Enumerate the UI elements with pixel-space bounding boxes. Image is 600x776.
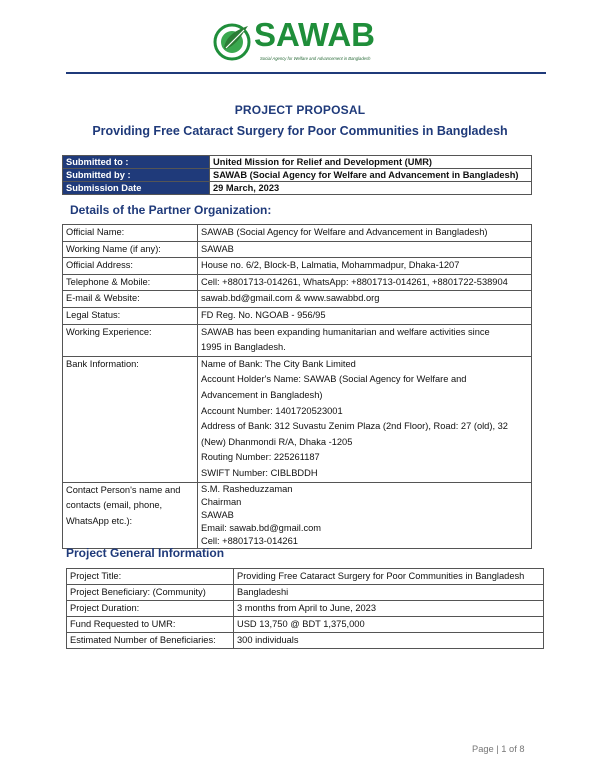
cell-line: Contact Person's name and: [66, 484, 181, 495]
cell-line: sawab.bd@gmail.com & www.sawabbd.org: [201, 293, 380, 304]
cell-line: contacts (email, phone,: [66, 500, 163, 511]
cell-line: WhatsApp etc.):: [66, 515, 133, 526]
table-row: [67, 633, 544, 649]
cell-line: SAWAB: [201, 243, 234, 254]
telephone-value: [198, 274, 532, 291]
project-title-label: Project Title:: [67, 569, 234, 585]
working-experience-label: Working Experience:: [63, 324, 198, 356]
cell-line: Account Number: 1401720523001: [201, 405, 343, 416]
fund-requested-label: Fund Requested to UMR:: [67, 617, 234, 633]
official-address-label: Official Address:: [63, 258, 198, 275]
header-divider: [66, 72, 546, 74]
submitted-to-value: United Mission for Relief and Development (UMR): [210, 156, 532, 169]
page-number: Page | 1 of 8: [472, 744, 525, 754]
project-beneficiary-value: Bangladeshi: [234, 585, 544, 601]
contact-person-label: [63, 482, 198, 548]
partner-table: [62, 224, 532, 549]
legal-status-value: [198, 307, 532, 324]
cell-line: Cell: +8801713-014261, WhatsApp: +8801713-014261, +8801722-538904: [201, 276, 508, 287]
email-website-value: [198, 291, 532, 308]
cell-line: Email: sawab.bd@gmail.com: [201, 522, 322, 533]
submission-date-label: Submission Date: [63, 182, 210, 195]
working-name-label: Working Name (if any):: [63, 241, 198, 258]
cell-line: Routing Number: 225261187: [201, 452, 320, 463]
table-row: [67, 617, 544, 633]
email-website-label: E-mail & Website:: [63, 291, 198, 308]
cell-line: Chairman: [201, 496, 242, 507]
table-row: [67, 601, 544, 617]
submitted-by-value: SAWAB (Social Agency for Welfare and Advancement in Bangladesh): [210, 169, 532, 182]
cell-line: Address of Bank: 312 Suvastu Zenim Plaza (2nd Floor), Road: 27 (old), 32: [201, 421, 508, 432]
bank-information-label: Bank Information:: [63, 356, 198, 482]
partner-section-heading: Details of the Partner Organization:: [70, 203, 272, 217]
cell-line: Cell: +8801713-014261: [201, 535, 298, 546]
cell-line: S.M. Rasheduzzaman: [201, 483, 293, 494]
project-title-value: Providing Free Cataract Surgery for Poor Communities in Bangladesh: [234, 569, 544, 585]
leaf-globe-icon: [210, 18, 254, 62]
project-beneficiary-label: Project Beneficiary: (Community): [67, 585, 234, 601]
page-subtitle: Providing Free Cataract Surgery for Poor Communities in Bangladesh: [92, 124, 508, 138]
cell-line: SAWAB (Social Agency for Welfare and Advancement in Bangladesh): [201, 227, 488, 237]
cell-line: FD Reg. No. NGOAB - 956/95: [201, 309, 326, 320]
table-row: [63, 169, 532, 182]
general-section-heading: Project General Information: [66, 546, 225, 560]
table-row: [63, 156, 532, 169]
submission-date-value: 29 March, 2023: [210, 182, 532, 195]
legal-status-label: Legal Status:: [63, 307, 198, 324]
project-duration-label: Project Duration:: [67, 601, 234, 617]
telephone-label: Telephone & Mobile:: [63, 274, 198, 291]
bank-information-value: [198, 356, 532, 482]
cell-line: House no. 6/2, Block-B, Lalmatia, Mohammadpur, Dhaka-1207: [201, 260, 460, 271]
table-row: [63, 258, 532, 275]
table-row: [63, 225, 532, 242]
sawab-logo: [210, 18, 400, 64]
table-row: [63, 356, 532, 482]
beneficiaries-value: 300 individuals: [234, 633, 544, 649]
page-title: PROJECT PROPOSAL: [234, 103, 366, 117]
project-duration-value: 3 months from April to June, 2023: [234, 601, 544, 617]
cell-line: Account Holder's Name: SAWAB (Social Agency for Welfare and: [201, 374, 467, 385]
fund-requested-value: USD 13,750 @ BDT 1,375,000: [234, 617, 544, 633]
cell-line: SWIFT Number: CIBLBDDH: [201, 467, 318, 478]
table-row: [63, 324, 532, 356]
table-row: [63, 307, 532, 324]
table-row: [63, 274, 532, 291]
beneficiaries-label: Estimated Number of Beneficiaries:: [67, 633, 234, 649]
table-row: [63, 241, 532, 258]
table-row: [67, 585, 544, 601]
table-row: [63, 291, 532, 308]
submitted-to-label: Submitted to :: [63, 156, 210, 169]
submission-table: [62, 155, 532, 195]
submitted-by-label: Submitted by :: [63, 169, 210, 182]
contact-person-value: [198, 482, 532, 548]
official-name-value: [198, 225, 532, 242]
cell-line: Name of Bank: The City Bank Limited: [201, 358, 356, 369]
working-name-value: [198, 241, 532, 258]
cell-line: Advancement in Bangladesh): [201, 389, 323, 400]
official-name-label: Official Name:: [63, 225, 198, 242]
cell-line: SAWAB has been expanding humanitarian and welfare activities since: [201, 326, 490, 337]
cell-line: 1995 in Bangladesh.: [201, 342, 286, 353]
official-address-value: [198, 258, 532, 275]
cell-line: SAWAB: [201, 509, 234, 520]
table-row: [63, 482, 532, 548]
logo-tagline: Social Agency for Welfare and Advancement in Bangladesh: [260, 56, 371, 61]
general-info-table: [66, 568, 544, 649]
cell-line: (New) Dhanmondi R/A, Dhaka -1205: [201, 436, 353, 447]
logo-wordmark: SAWAB: [254, 16, 376, 53]
page-header: [0, 0, 600, 80]
table-row: [63, 182, 532, 195]
working-experience-value: [198, 324, 532, 356]
table-row: [67, 569, 544, 585]
